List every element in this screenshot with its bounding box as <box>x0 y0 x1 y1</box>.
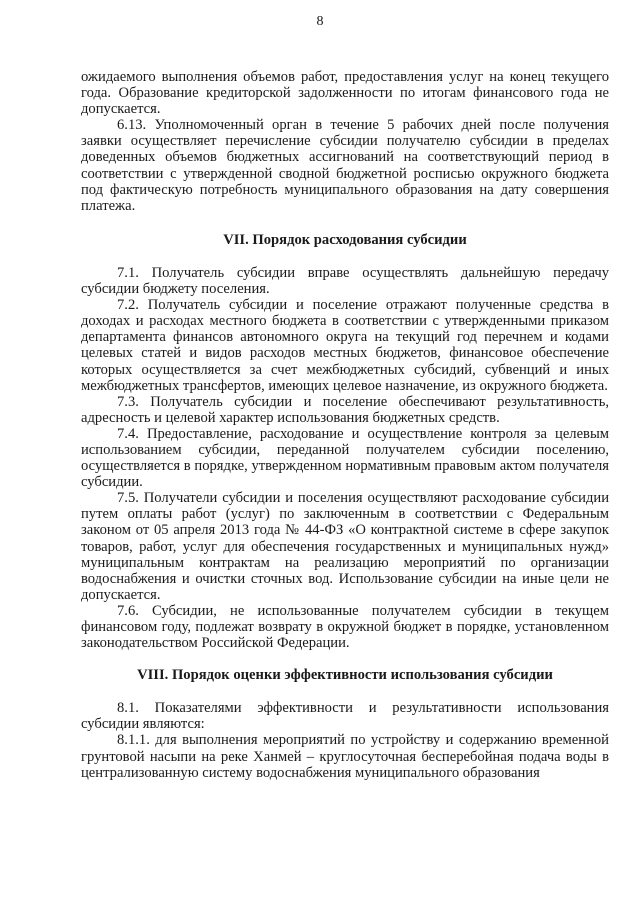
paragraph-7-2: 7.2. Получатель субсидии и поселение отражают полученные средства в доходах и расходах местного бюджета в соответствии с утвержденными приказом департамента финансов автономного округа на текущий год перечнем и кодами целевых статей и видов расходов местных бюджетов, финансовое обеспечение которых осуществляется за счет межбюджетных субсидий, субвенций и иных межбюджетных трансфертов, имеющих целевое назначение, из окружного бюджета. <box>81 297 609 394</box>
paragraph-7-5: 7.5. Получатели субсидии и поселения осуществляют расходование субсидии путем оплаты работ (услуг) по заключенным в соответствии с Федеральным законом от 05 апреля 2013 года № 44-ФЗ «О контрактной системе в сфере закупок товаров, работ, услуг для обеспечения государственных и муниципальных нужд» муниципальным контрактам на реализацию мероприятий по организации водоснабжения и очистки сточных вод. Использование субсидии на иные цели не допускается. <box>81 490 609 603</box>
paragraph-7-6: 7.6. Субсидии, не использованные получателем субсидии в текущем финансовом году, подлежат возврату в окружной бюджет в порядке, установленном законодательством Российской Федерации. <box>81 602 609 652</box>
paragraph-7-3: 7.3. Получатель субсидии и поселение обеспечивают результативность, адресность и целевой характер использования бюджетных средств. <box>81 393 609 426</box>
paragraph-7-1: 7.1. Получатель субсидии вправе осуществлять дальнейшую передачу субсидии бюджету поселения. <box>81 264 609 298</box>
paragraph-8-1: 8.1. Показателями эффективности и результативности использования субсидии являются: <box>81 700 609 733</box>
document-body <box>81 69 609 781</box>
paragraph-6-13: 6.13. Уполномоченный орган в течение 5 рабочих дней после получения заявки осуществляет перечисление субсидии получателю субсидии в пределах доведенных объемов бюджетных ассигнований на соответствующий период в соответствии с утвержденной сводной бюджетной росписью окружного бюджета под фактическую потребность муниципального образования на дату совершения платежа. <box>81 117 609 214</box>
page-number: 8 <box>316 14 324 29</box>
section-8-heading: VIII. Порядок оценки эффективности использования субсидии <box>137 667 553 684</box>
paragraph-continuation: ожидаемого выполнения объемов работ, предоставления услуг на конец текущего года. Образование кредиторской задолженности по итогам финансового года не допускается. <box>81 69 609 118</box>
paragraph-7-4: 7.4. Предоставление, расходование и осуществление контроля за целевым использованием субсидии, переданной получателем субсидии поселению, осуществляется в порядке, утвержденном нормативным правовым актом получателя субсидии. <box>81 425 609 491</box>
paragraph-8-1-1: 8.1.1. для выполнения мероприятий по устройству и содержанию временной грунтовой насыпи на реке Ханмей – круглосуточная бесперебойная подача воды в централизованную систему водоснабжения муниципального образования <box>81 732 609 781</box>
section-7-heading: VII. Порядок расходования субсидии <box>223 231 467 248</box>
